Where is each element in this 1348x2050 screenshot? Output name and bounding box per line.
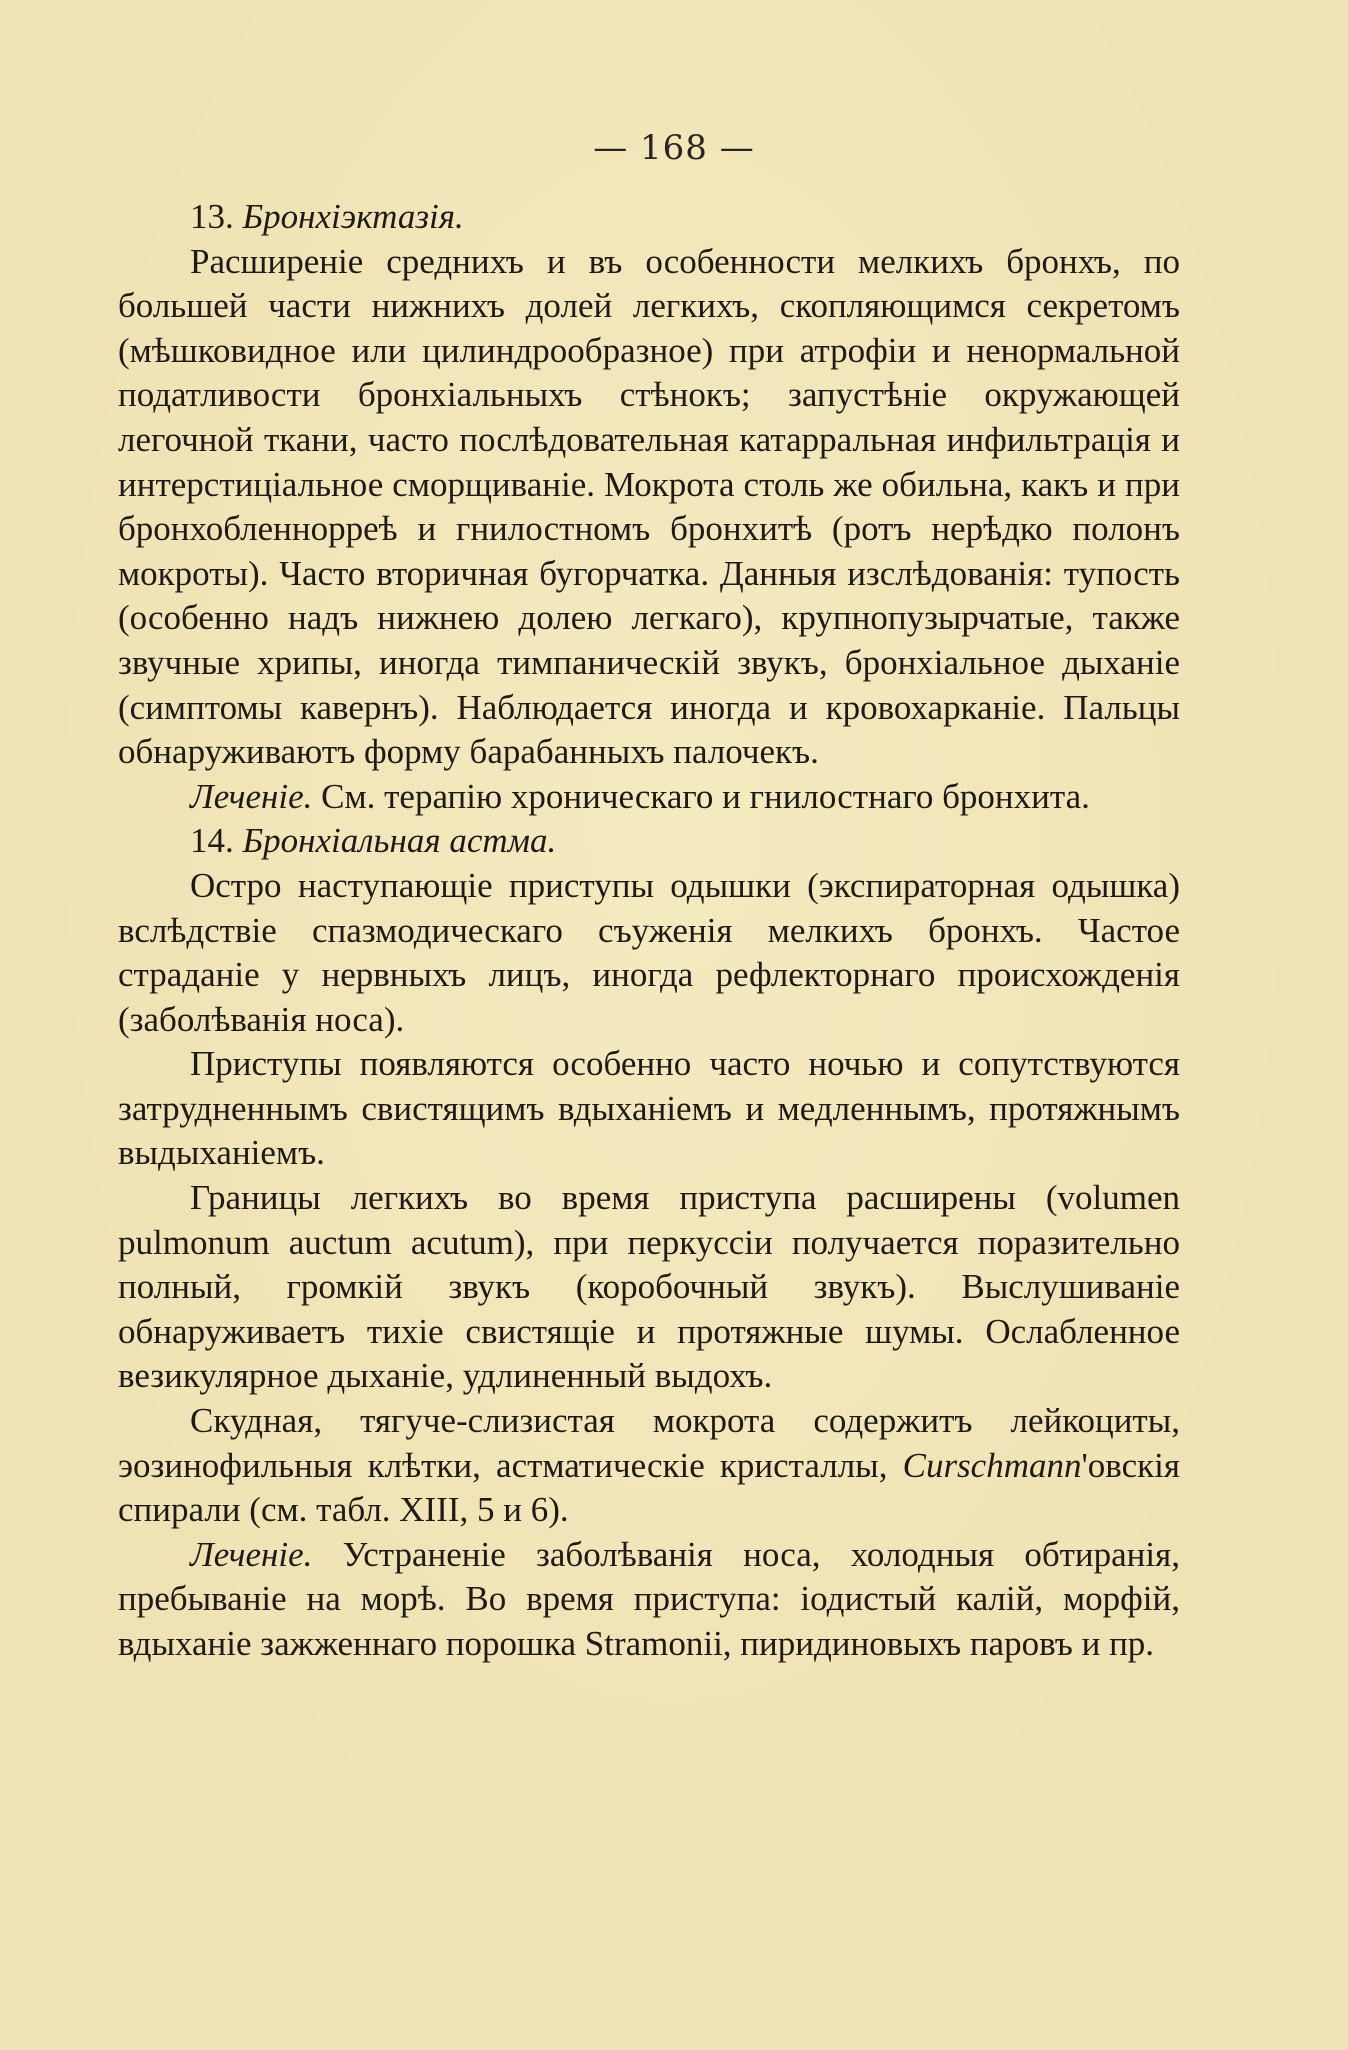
paragraph bbox=[118, 1176, 1180, 1399]
paragraph bbox=[118, 864, 1180, 1042]
paragraph-text: Расширеніе среднихъ и въ особенности мелкихъ бронхъ, по большей части нижнихъ долей легкихъ, скопляющимся секретомъ (мѣшковидное или цилиндрообразное) при атрофіи и ненормальной податливости бронхіальныхъ стѣнокъ; запустѣніе окружающей легочной ткани, часто послѣдовательная катарральная инфильтрація и интерстиціальное сморщиваніе. Мокрота столь же обильна, какъ и при бронхобленнорреѣ и гнилостномъ бронхитѣ (ротъ нерѣдко полонъ мокроты). Часто вторичная бугорчатка. Данныя изслѣдованія: тупость (особенно надъ нижнею долею легкаго), крупнопузырчатые, также звучные хрипы, иногда тимпаническій звукъ, бронхіальное дыханіе (симптомы кавернъ). Наблюдается иногда и кровохарканіе. Пальцы обнаруживаютъ форму барабанныхъ палочекъ. bbox=[118, 241, 1180, 772]
paragraph-text: См. терапію хроническаго и гнилостнаго бронхита. bbox=[312, 776, 1090, 816]
treatment-label: Леченіе. bbox=[190, 776, 313, 816]
paragraph bbox=[118, 1042, 1180, 1176]
page-number: — 168 — bbox=[593, 128, 755, 168]
paragraph-text: Остро наступающіе приступы одышки (экспираторная одышка) вслѣдствіе спазмодическаго съуженія мелкихъ бронхъ. Частое страданіе у нервныхъ лицъ, иногда рефлекторнаго происхожденія (заболѣванія носа). bbox=[118, 865, 1180, 1039]
section-heading-14 bbox=[118, 819, 1180, 864]
paragraph-text: Устраненіе заболѣванія носа, холодныя обтиранія, пребываніе на морѣ. Во время приступа: іодистый калій, морфій, вдыханіе зажженнаго порошка Stramonii, пиридиновыхъ паровъ и пр. bbox=[118, 1534, 1180, 1663]
paragraph-text: Границы легкихъ во время приступа расширены (volumen pulmonum auctum acutum), при перкуссіи получается поразительно полный, громкій звукъ (коробочный звукъ). Выслушиваніе обнаруживаетъ тихіе свистящіе и протяжные шумы. Ослабленное везикулярное дыханіе, удлиненный выдохъ. bbox=[118, 1178, 1180, 1396]
treatment-label: Леченіе. bbox=[190, 1534, 313, 1574]
author-name: Curschmann bbox=[902, 1445, 1082, 1485]
paragraph-treatment bbox=[118, 775, 1180, 820]
section-title: Бронхіальная астма. bbox=[242, 821, 557, 861]
paragraph bbox=[118, 240, 1180, 775]
section-title: Бронхіэктазія. bbox=[242, 197, 464, 236]
paragraph-text: Приступы появляются особенно часто ночью и сопутствуются затрудненнымъ свистящимъ вдыханіемъ и медленнымъ, протяжнымъ выдыханіемъ. bbox=[118, 1044, 1180, 1173]
paragraph-text-after: 'овскія спирали (см. табл. XIII, 5 и 6). bbox=[118, 1445, 1180, 1530]
paragraph-text: Скудная, тягуче-слизистая мокрота содержитъ лейкоциты, эозинофильныя клѣтки, астматическіе кристаллы, bbox=[118, 1401, 1180, 1485]
section-number: 13. bbox=[190, 197, 234, 236]
page-text bbox=[118, 195, 1180, 1667]
section-heading-13 bbox=[118, 195, 1180, 240]
section-number: 14. bbox=[190, 821, 234, 861]
paragraph-treatment bbox=[118, 1533, 1180, 1667]
paragraph bbox=[118, 1399, 1180, 1533]
